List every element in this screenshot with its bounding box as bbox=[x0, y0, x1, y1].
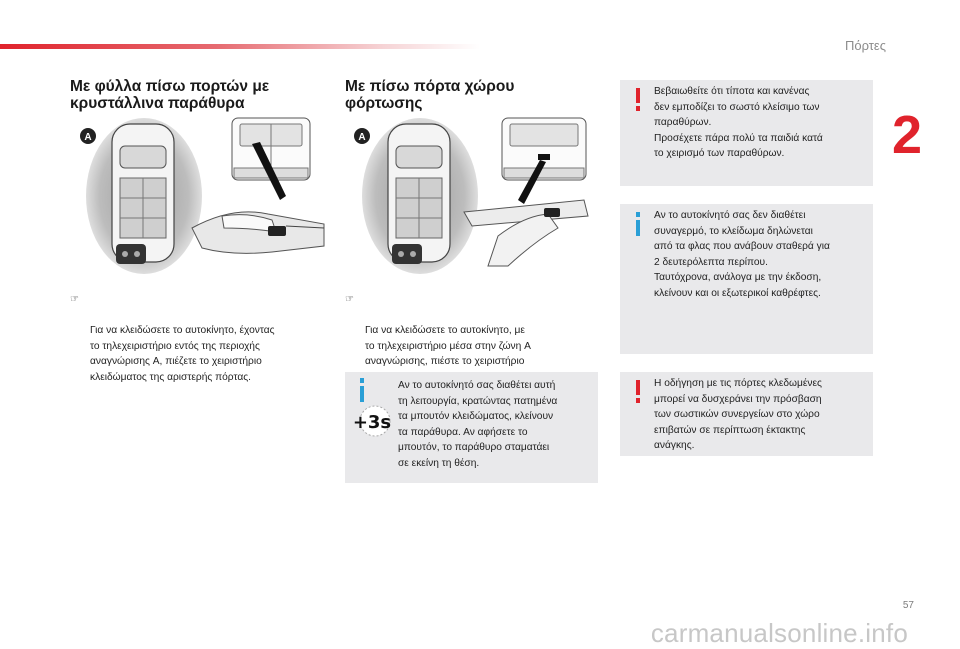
bullet-icon: ☞ bbox=[345, 294, 354, 305]
heading-line: κρυστάλλινα παράθυρα bbox=[70, 95, 245, 112]
instruction-paragraph bbox=[70, 292, 340, 386]
warning-exclamation-icon bbox=[633, 88, 643, 112]
warning-box-emergency-access bbox=[620, 372, 873, 456]
vehicle-top-view bbox=[388, 124, 450, 262]
illustration-vehicle-zone-load-door bbox=[348, 116, 608, 276]
vehicle-rear-view bbox=[232, 118, 310, 200]
svg-text:+3s: +3s bbox=[352, 412, 392, 433]
warning-box-obstruction bbox=[620, 80, 873, 186]
zone-a-badge bbox=[80, 128, 96, 144]
svg-text:A: A bbox=[358, 132, 366, 143]
zone-a-badge bbox=[354, 128, 370, 144]
vehicle-top-view bbox=[112, 124, 174, 262]
hand-pressing-handle bbox=[192, 212, 324, 253]
info-icon bbox=[357, 378, 367, 402]
illustration-vehicle-zone-rear-doors bbox=[72, 116, 332, 276]
warning-text: Η οδήγηση με τις πόρτες κλεδωμένες μπορεί να δυσχεράνει την πρόσβαση των σωστικών συνεργείων στο χώρο επιβατών σε περίπτωση έκτακτης ανάγκης. bbox=[654, 378, 822, 452]
lock-button bbox=[544, 208, 560, 217]
info-text: Αν το αυτοκίνητό σας διαθέτει αυτή τη λειτουργία, κρατώντας πατημένα τα μπουτόν κλειδώματος, κλείνουν τα παράθυρα. Αν αφήσετε το μπουτόν, το παράθυρο σταματάει σε εκείνη τη θέση. bbox=[398, 380, 558, 469]
key-fob bbox=[392, 244, 422, 264]
instruction-text: Για να κλειδώσετε το αυτοκίνητο, με το τηλεχειριστήριο μέσα στην ζώνη A αναγνώρισης, πιέστε το χειριστήριο bbox=[365, 325, 531, 368]
instruction-text: Για να κλειδώσετε το αυτοκίνητο, έχοντας το τηλεχειριστήριο εντός της περιοχής αναγνώρισης A, πιέζετε το χειριστήριο κλειδώματος της αριστερής πόρτας. bbox=[90, 325, 275, 383]
info-text: Αν το αυτοκίνητό σας δεν διαθέτει συναγερμό, το κλείδωμα δηλώνεται από τα φλας που ανάβουν σταθερά για 2 δευτερόλεπτα περίπου. Ταυτόχρονα, ανάλογα με την έκδοση, κλείνουν και οι εξωτερικοί καθρέφτες. bbox=[654, 210, 830, 299]
chapter-title: Πόρτες bbox=[844, 38, 886, 53]
section-heading-load-area-door bbox=[345, 78, 514, 112]
heading-line: φόρτωσης bbox=[345, 95, 423, 112]
footer-watermark-url: carmanualsonline.info bbox=[650, 618, 908, 648]
heading-line: Με φύλλα πίσω πορτών με bbox=[70, 78, 270, 95]
info-box-window-closing bbox=[345, 372, 598, 483]
warning-exclamation-icon bbox=[633, 380, 643, 404]
page-number: 57 bbox=[902, 600, 914, 611]
section-heading-rear-doors-windows bbox=[70, 78, 269, 112]
vehicle-rear-view bbox=[502, 118, 586, 204]
lock-button bbox=[268, 226, 286, 236]
heading-line: Με πίσω πόρτα χώρου bbox=[345, 78, 515, 95]
key-fob bbox=[116, 244, 146, 264]
info-box-alarm bbox=[620, 204, 873, 354]
hand-pressing-handle bbox=[464, 200, 588, 266]
warning-text: Βεβαιωθείτε ότι τίποτα και κανένας δεν εμποδίζει το σωστό κλείσιμο των παραθύρων. Προσέχετε πάρα πολύ τα παιδιά κατά το χειρισμό των παραθύρων. bbox=[654, 86, 823, 160]
svg-text:A: A bbox=[84, 132, 92, 143]
chapter-number: 2 bbox=[892, 105, 923, 165]
bullet-icon: ☞ bbox=[70, 294, 79, 305]
info-icon bbox=[633, 212, 643, 236]
header-accent-bar bbox=[0, 44, 480, 49]
timer-plus-3s-icon bbox=[351, 404, 393, 438]
